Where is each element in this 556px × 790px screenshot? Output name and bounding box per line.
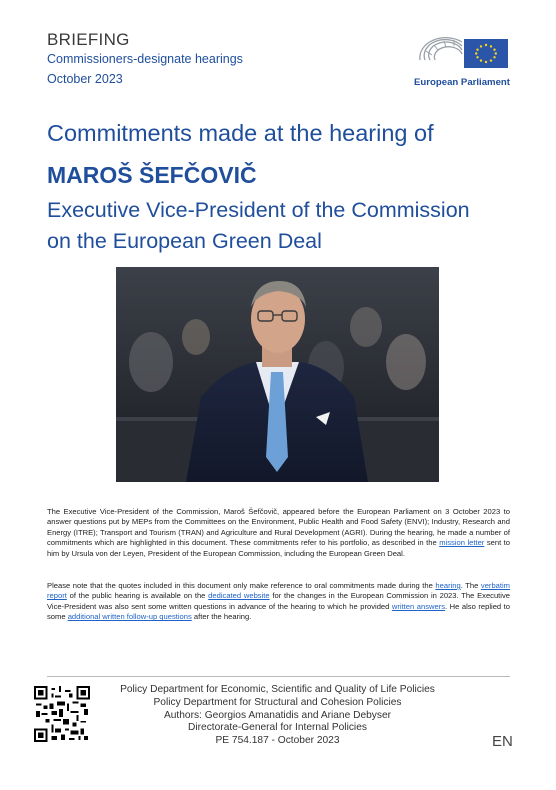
note-text: Please note that the quotes included in this document only make reference to oral commitments made during the [47, 581, 436, 590]
publication-date: October 2023 [47, 72, 123, 86]
footer-authors: Authors: Georgios Amanatidis and Ariane Debyser [163, 709, 392, 721]
document-type: BRIEFING [47, 30, 130, 49]
footer-department-1: Policy Department for Economic, Scientific and Quality of Life Policies [120, 684, 435, 695]
note-text: for the changes in the European Commission in 2023. The Executive Vice-President was also sent some written questions in advance of the hearing to which he provided [47, 591, 510, 611]
intro-paragraph [47, 507, 510, 559]
verbatim-report-link[interactable]: verbatim report [47, 581, 511, 601]
note-text: of the public hearing is available on the [66, 591, 209, 601]
mission-letter-link[interactable]: mission letter [439, 538, 485, 548]
note-text: after the hearing. [191, 612, 252, 622]
footer-divider [47, 676, 510, 677]
page-title: Commitments made at the hearing of [47, 120, 434, 146]
language-code: EN [492, 733, 513, 750]
series-title: Commissioners-designate hearings [47, 52, 243, 66]
intro-text-end: sent to him by Ursula von der Leyen, President of the European Commission, including the European Green Deal. [47, 538, 511, 558]
footer-reference: PE 754.187 - October 2023 [215, 735, 340, 747]
commissioner-photo [116, 267, 439, 482]
role-line-2: on the European Green Deal [47, 229, 322, 253]
intro-text: The Executive Vice-President of the Commission, Maroš Šefčovič, appeared before the European Parliament on 3 October 2023 to answer questions put by MEPs from the Committees on the Environment, Public Health and Food Safety (ENVI); Industry, Research and Energy (ITRE); Transport and Tourism (TRAN) and Agriculture and Rural Development (AGRI). During the hearing, he made a number of commitments which are highlighted in this document. These commitments refer to his portfolio, as described in the [47, 507, 510, 548]
hearing-link[interactable]: hearing [435, 581, 461, 590]
commissioner-name: MAROŠ ŠEFČOVIČ [47, 162, 257, 188]
follow-up-questions-link[interactable]: additional written follow-up questions [67, 612, 192, 622]
role-line-1: Executive Vice-President of the Commission [47, 198, 470, 222]
footer-directorate: Directorate-General for Internal Policies [188, 722, 367, 734]
footer-credits [95, 684, 460, 748]
written-answers-link[interactable]: written answers [391, 601, 446, 611]
note-paragraph [47, 581, 510, 623]
note-text: . He also replied to some [47, 601, 510, 622]
note-text: . The [460, 581, 481, 590]
qr-code-icon [34, 686, 90, 742]
institution-name: European Parliament [414, 77, 510, 88]
footer-department-2: Policy Department for Structural and Cohesion Policies [153, 696, 402, 708]
dedicated-website-link[interactable]: dedicated website [208, 591, 270, 601]
